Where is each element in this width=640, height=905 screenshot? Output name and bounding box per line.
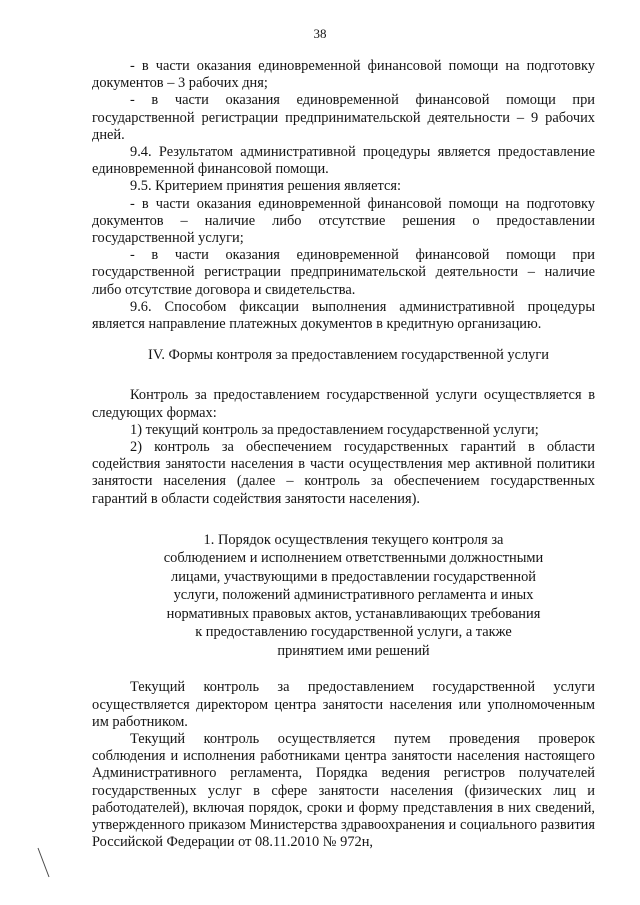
current-control-block <box>92 679 595 851</box>
paragraph: Текущий контроль за предоставлением государственной услуги осуществляется директором центра занятости населения или уполномоченным им работником. <box>92 679 595 730</box>
control-forms-block <box>92 387 595 507</box>
spacer <box>92 660 595 679</box>
paragraph: 1) текущий контроль за предоставлением государственной услуги; <box>130 421 539 438</box>
spacer <box>92 333 595 347</box>
paragraph: - в части оказания единовременной финансовой помощи на подготовку документов – наличие либо отсутствие решения о предоставлении государственной услуги; <box>92 195 595 247</box>
paragraph: 9.4. Результатом административной процедуры является предоставление единовременной финансовой помощи. <box>92 144 595 178</box>
paragraph: Текущий контроль осуществляется путем проведения проверок соблюдения и исполнения работниками центра занятости населения настоящего Административного регламента, Порядка ведения регистров получателей государственных услуг в сфере занятости населения (физических лиц и работодателей), включая порядок, сроки и форму представления в них сведений, утвержденного приказом Министерства здравоохранения и социального развития Российской Федерации от 08.11.2010 № 972н, <box>92 730 595 851</box>
paragraph: 2) контроль за обеспечением государственных гарантий в области содействия занятости населения в части осуществления мер активной политики занятости населения (далее – контроль за обеспечением государственных гарантий в области содействия занятости населения). <box>92 439 595 507</box>
paragraph: 9.5. Критерием принятия решения является: <box>130 178 402 195</box>
subsection-heading: 1. Порядок осуществления текущего контроля за соблюдением и исполнением ответственными должностными лицами, участвующими в предоставлении государственной услуги, положений административного регламента и иных нормативных правовых актов, устанавливающих требования к предоставлению государственной услуги, а также принятием ими решений <box>163 531 544 659</box>
page-number: 38 <box>313 26 327 41</box>
procedure-terms-block <box>92 58 595 333</box>
document-body <box>92 58 595 851</box>
spacer <box>92 364 595 387</box>
paragraph: - в части оказания единовременной финансовой помощи при государственной регистрации предпринимательской деятельности – наличие либо отсутствие договора и свидетельства. <box>92 247 595 298</box>
spacer <box>92 508 595 531</box>
pen-stroke-mark <box>36 846 56 880</box>
section-heading: IV. Формы контроля за предоставлением государственной услуги <box>148 347 549 364</box>
paragraph: - в части оказания единовременной финансовой помощи на подготовку документов – 3 рабочих дня; <box>92 58 595 92</box>
paragraph: Контроль за предоставлением государственной услуги осуществляется в следующих формах: <box>92 387 595 421</box>
paragraph: - в части оказания единовременной финансовой помощи при государственной регистрации предпринимательской деятельности – 9 рабочих дней. <box>92 92 595 143</box>
paragraph: 9.6. Способом фиксации выполнения административной процедуры является направление платежных документов в кредитную организацию. <box>92 298 595 333</box>
